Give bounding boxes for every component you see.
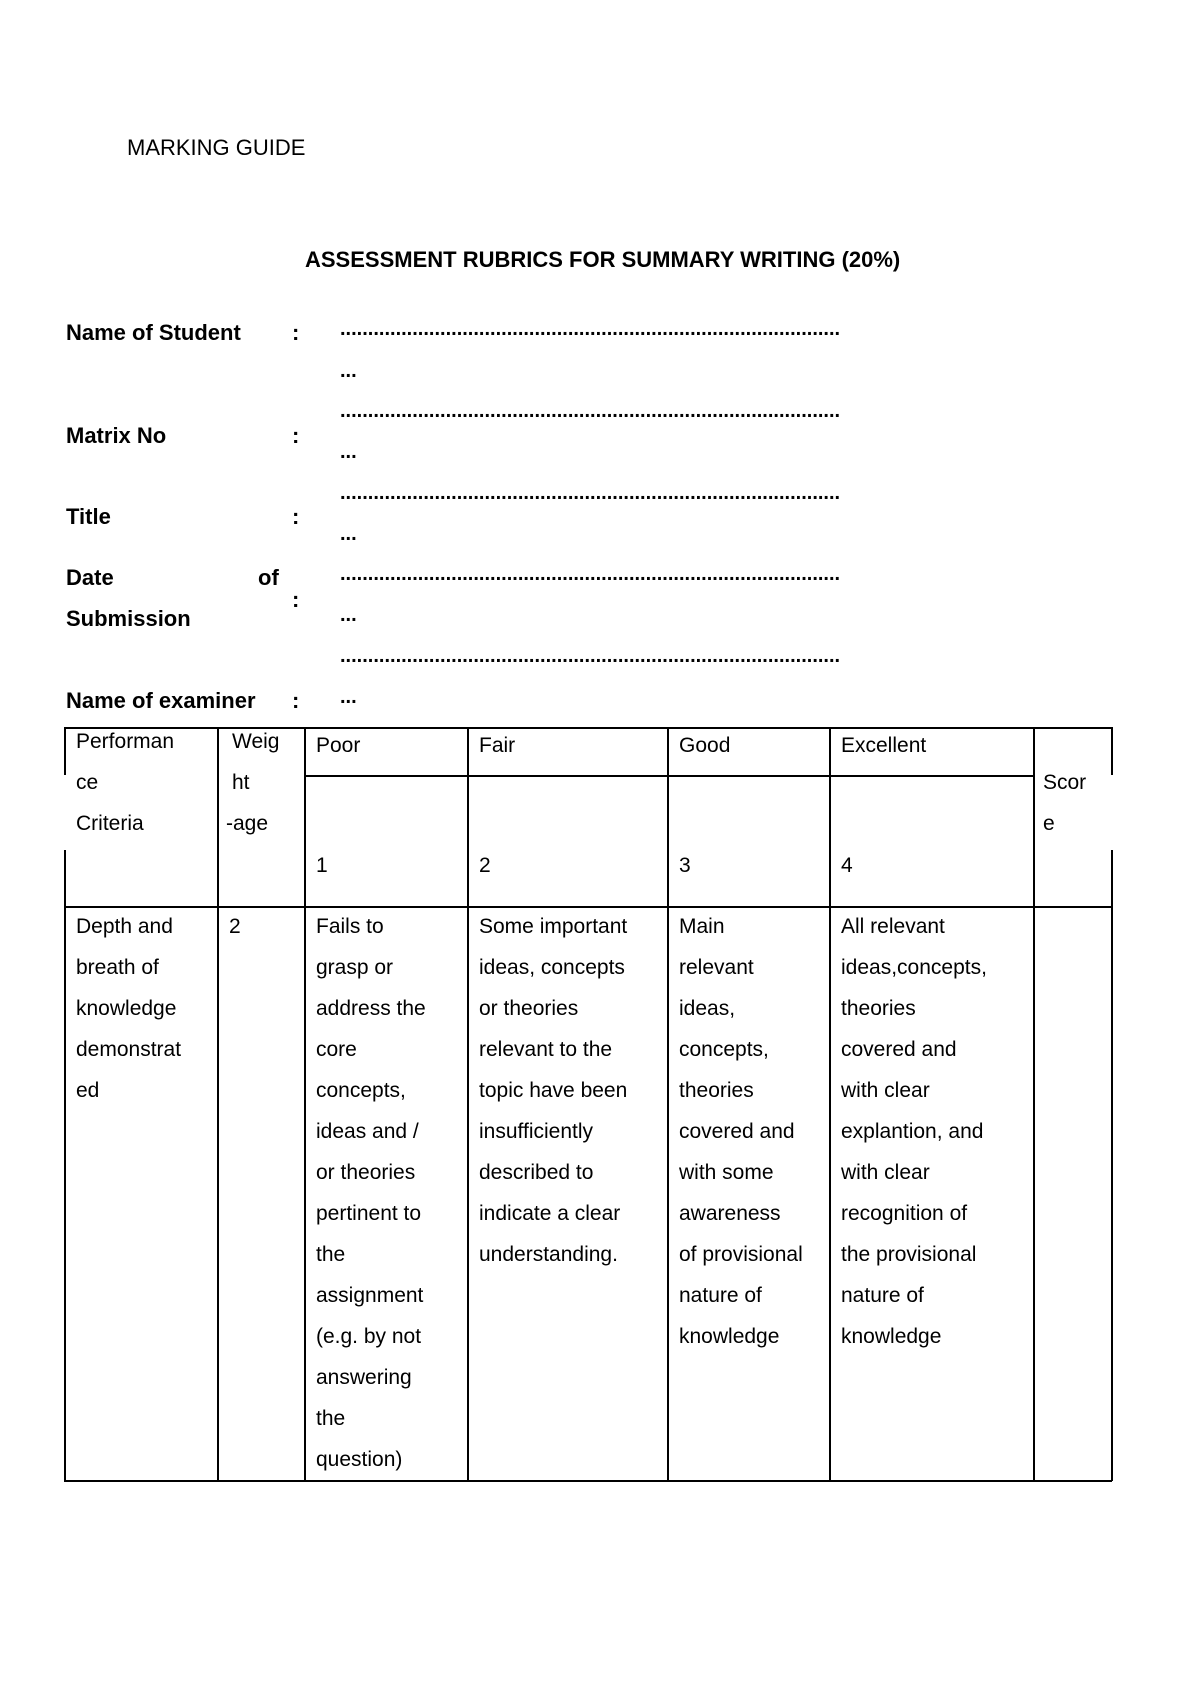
row-excellent <box>841 906 1023 1357</box>
cell-line: breath of <box>76 956 159 979</box>
examiner-name-blank[interactable]: .......................................................................................... <box>340 645 841 667</box>
scale-3: 3 <box>679 854 691 877</box>
header-score <box>1043 762 1086 844</box>
cell-line: or theories <box>316 1161 416 1184</box>
field-label: Name of examiner <box>66 688 256 713</box>
row-criteria <box>76 906 204 1111</box>
cell-line: with clear <box>841 1079 930 1102</box>
cell-line: of provisional <box>679 1243 803 1266</box>
cell-line: covered and <box>841 1038 957 1061</box>
cell-line: demonstrat <box>76 1038 182 1061</box>
cell-line: answering <box>316 1366 412 1389</box>
table-left-border-top <box>64 727 66 775</box>
cell-line: indicate a clear <box>479 1202 621 1225</box>
cell-line: assignment <box>316 1284 424 1307</box>
table-right-border <box>1111 850 1113 1481</box>
field-label-of: of <box>258 565 279 590</box>
cell-line: recognition of <box>841 1202 968 1225</box>
table-top-border <box>64 727 1112 729</box>
header-poor: Poor <box>316 734 361 757</box>
cell-line: question) <box>316 1448 403 1471</box>
field-label-submission: Submission <box>66 606 191 631</box>
scale-1: 1 <box>316 854 328 877</box>
field-label: Matrix No <box>66 423 167 448</box>
cell-line: topic have been <box>479 1079 628 1102</box>
row-fair <box>479 906 656 1275</box>
cell-line: grasp or <box>316 956 394 979</box>
header-criteria-line: Criteria <box>76 812 144 835</box>
cell-line: knowledge <box>841 1325 942 1348</box>
header-fair: Fair <box>479 734 516 757</box>
cell-line: or theories <box>479 997 579 1020</box>
cell-line: understanding. <box>479 1243 618 1266</box>
header-score-line: Scor <box>1043 771 1087 794</box>
cell-line: ideas, <box>679 997 736 1020</box>
col-divider <box>467 727 469 1481</box>
field-continuation: ... <box>340 360 357 382</box>
col-divider <box>217 727 219 1481</box>
cell-line: relevant to the <box>479 1038 613 1061</box>
cell-line: nature of <box>841 1284 924 1307</box>
field-continuation: ... <box>340 686 357 708</box>
header-weightage-line: ht <box>232 771 250 794</box>
field-continuation: ... <box>340 604 357 626</box>
cell-line: concepts, <box>679 1038 769 1061</box>
row-good <box>679 906 820 1357</box>
page-heading: MARKING GUIDE <box>127 135 306 160</box>
cell-line: ed <box>76 1079 100 1102</box>
cell-line: ideas,concepts, <box>841 956 987 979</box>
cell-line: Main <box>679 915 725 938</box>
cell-line: theories <box>679 1079 754 1102</box>
cell-line: (e.g. by not <box>316 1325 422 1348</box>
header-weightage-line: Weig <box>232 730 280 753</box>
table-bottom-border <box>64 1480 1112 1482</box>
student-name-blank[interactable]: .......................................................................................... <box>340 318 841 340</box>
row-poor <box>316 906 456 1480</box>
field-label: Name of Student <box>66 320 241 345</box>
cell-line: described to <box>479 1161 594 1184</box>
cell-line: knowledge <box>679 1325 780 1348</box>
header-good: Good <box>679 734 731 757</box>
cell-line: the <box>316 1243 346 1266</box>
cell-line: Depth and <box>76 915 173 938</box>
cell-line: All relevant <box>841 915 945 938</box>
row-weight: 2 <box>229 915 241 938</box>
table-header-divider <box>304 775 1035 777</box>
cell-line: Some important <box>479 915 628 938</box>
field-label: Title <box>66 504 111 529</box>
scale-2: 2 <box>479 854 491 877</box>
cell-line: Fails to <box>316 915 384 938</box>
cell-line: explantion, and <box>841 1120 984 1143</box>
cell-line: core <box>316 1038 357 1061</box>
field-continuation: ... <box>340 441 357 463</box>
header-weightage <box>226 721 279 844</box>
cell-line: nature of <box>679 1284 762 1307</box>
cell-line: theories <box>841 997 916 1020</box>
cell-line: covered and <box>679 1120 795 1143</box>
scale-4: 4 <box>841 854 853 877</box>
cell-line: insufficiently <box>479 1120 594 1143</box>
cell-line: pertinent to <box>316 1202 422 1225</box>
cell-line: ideas, concepts <box>479 956 625 979</box>
cell-line: the <box>316 1407 346 1430</box>
cell-line: with clear <box>841 1161 930 1184</box>
field-colon: : <box>292 587 300 612</box>
field-colon: : <box>292 320 300 345</box>
page-title: ASSESSMENT RUBRICS FOR SUMMARY WRITING (20%) <box>305 247 901 272</box>
field-colon: : <box>292 688 300 713</box>
cell-line: knowledge <box>76 997 177 1020</box>
table-right-border-top <box>1111 727 1113 775</box>
table-left-border <box>64 850 66 1481</box>
cell-line: relevant <box>679 956 754 979</box>
cell-line: awareness <box>679 1202 781 1225</box>
header-excellent: Excellent <box>841 734 927 757</box>
col-divider <box>304 727 306 1481</box>
field-continuation: ... <box>340 523 357 545</box>
cell-line: ideas and / <box>316 1120 419 1143</box>
cell-line: the provisional <box>841 1243 977 1266</box>
col-divider <box>829 727 831 1481</box>
header-weightage-line: -age <box>226 812 269 835</box>
row-score-cell[interactable] <box>1043 906 1103 1466</box>
matrix-no-blank[interactable]: .......................................................................................... <box>340 400 841 422</box>
header-criteria-line: Performan <box>76 730 175 753</box>
field-colon: : <box>292 504 300 529</box>
header-criteria <box>76 721 174 844</box>
cell-line: concepts, <box>316 1079 406 1102</box>
header-score-line: e <box>1043 812 1055 835</box>
col-divider <box>1033 727 1035 1481</box>
header-criteria-line: ce <box>76 771 99 794</box>
cell-line: with some <box>679 1161 774 1184</box>
cell-line: address the <box>316 997 426 1020</box>
field-colon: : <box>292 423 300 448</box>
date-of-submission-blank[interactable]: .......................................................................................... <box>340 563 841 585</box>
field-label-date: Date <box>66 565 114 590</box>
col-divider <box>667 727 669 1481</box>
title-blank[interactable]: .......................................................................................... <box>340 482 841 504</box>
